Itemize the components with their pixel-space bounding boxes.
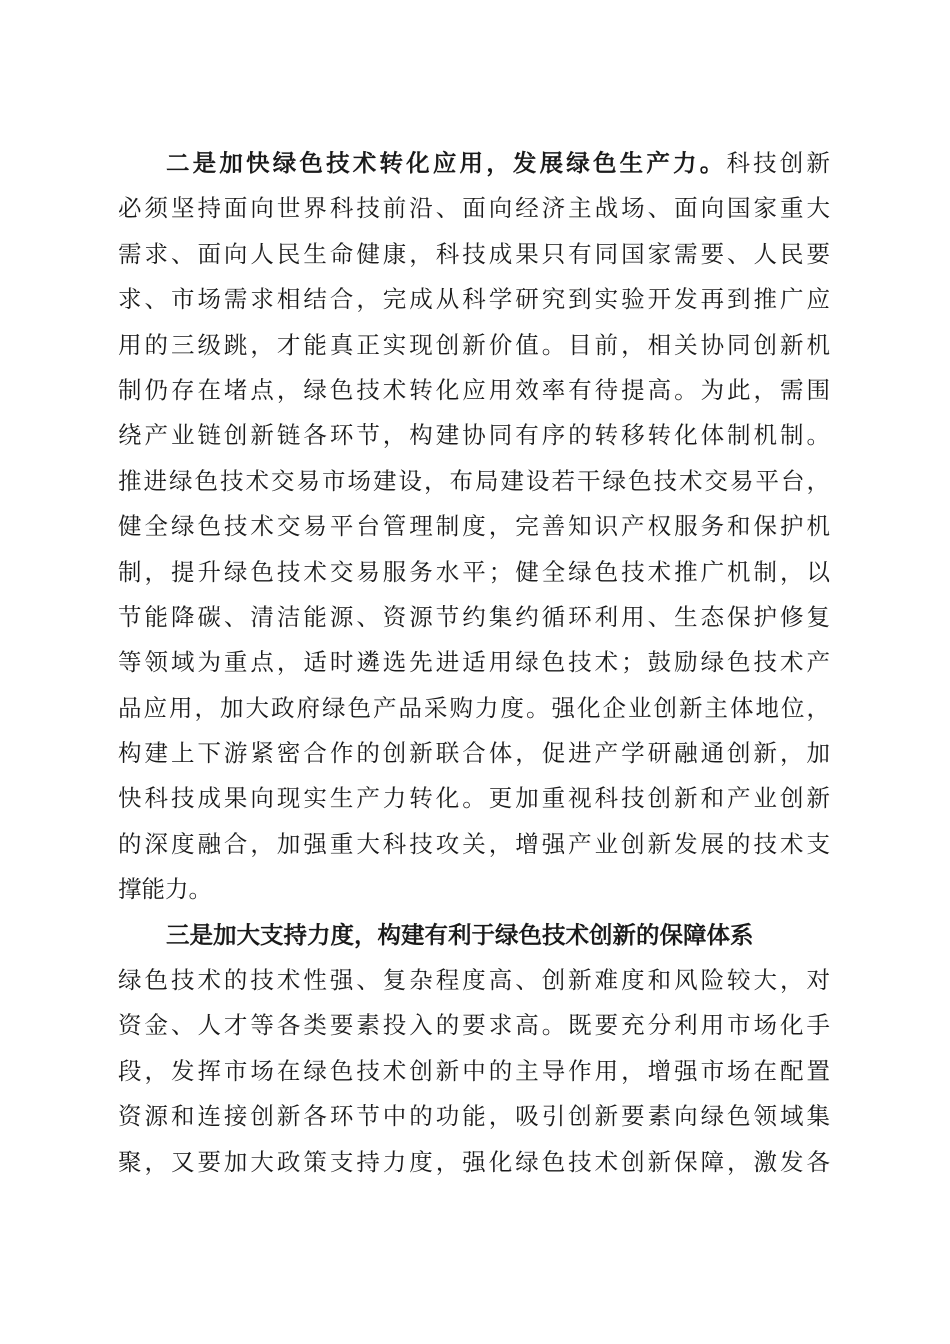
paragraph-first-line <box>118 141 830 186</box>
paragraph-lead-heading: 二是加快绿色技术转化应用，发展绿色生产力。 <box>166 149 727 177</box>
text-line: 构建上下游紧密合作的创新联合体，促进产学研融通创新，加 <box>118 739 830 768</box>
paragraph-lead-heading: 三是加大支持力度，构建有利于绿色技术创新的保障体系 <box>166 920 754 949</box>
text-line: 绕产业链创新链各环节，构建协同有序的转移转化体制机制。 <box>118 421 830 450</box>
text-line: 快科技成果向现实生产力转化。更加重视科技创新和产业创新 <box>118 784 830 813</box>
text-line: 资金、人才等各类要素投入的要求高。既要充分利用市场化手 <box>118 1011 830 1040</box>
paragraph-first-line <box>118 913 830 958</box>
text-line: 制仍存在堵点，绿色技术转化应用效率有待提高。为此，需围 <box>118 375 830 404</box>
text-line: 制，提升绿色技术交易服务水平；健全绿色技术推广机制，以 <box>118 557 830 586</box>
text-line: 健全绿色技术交易平台管理制度，完善知识产权服务和保护机 <box>118 512 830 541</box>
text-line: 必须坚持面向世界科技前沿、面向经济主战场、面向国家重大 <box>118 194 830 223</box>
paragraph-support-system <box>118 913 830 1185</box>
paragraph-green-tech-application <box>118 141 830 913</box>
text-line: 节能降碳、清洁能源、资源节约集约循环利用、生态保护修复 <box>118 602 830 631</box>
text-line: 求、市场需求相结合，完成从科学研究到实验开发再到推广应 <box>118 285 830 314</box>
text-line: 资源和连接创新各环节中的功能，吸引创新要素向绿色领域集 <box>118 1102 830 1131</box>
text-line: 需求、面向人民生命健康，科技成果只有同国家需要、人民要 <box>118 239 830 268</box>
text-line: 撑能力。 <box>118 875 212 904</box>
text-line: 推进绿色技术交易市场建设，布局建设若干绿色技术交易平台， <box>118 466 830 495</box>
text-line: 段，发挥市场在绿色技术创新中的主导作用，增强市场在配置 <box>118 1056 830 1085</box>
document-body <box>118 141 830 1185</box>
text-line: 用的三级跳，才能真正实现创新价值。目前，相关协同创新机 <box>118 330 830 359</box>
text-line: 的深度融合，加强重大科技攻关，增强产业创新发展的技术支 <box>118 829 830 858</box>
text-line: 绿色技术的技术性强、复杂程度高、创新难度和风险较大，对 <box>118 966 830 995</box>
text-line: 聚，又要加大政策支持力度，强化绿色技术创新保障，激发各 <box>118 1147 830 1176</box>
paragraph-text: 科技创新 <box>726 149 830 177</box>
text-line: 等领域为重点，适时遴选先进适用绿色技术；鼓励绿色技术产 <box>118 648 830 677</box>
text-line: 品应用，加大政府绿色产品采购力度。强化企业创新主体地位， <box>118 693 830 722</box>
